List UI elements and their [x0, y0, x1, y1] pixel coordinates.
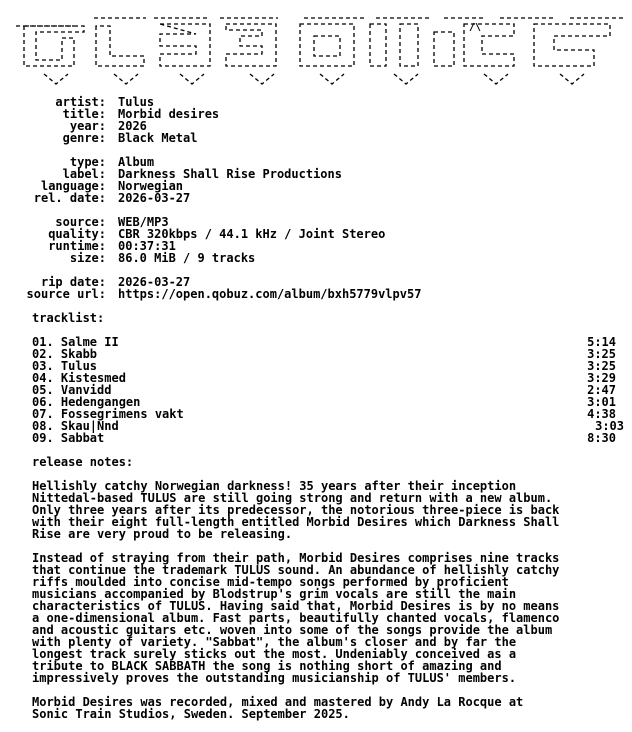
- track-title: 09. Sabbat: [32, 431, 105, 445]
- meta-key: runtime:: [48, 239, 106, 253]
- release-notes-line: that continue the trademark TULUS sound. An abundance of hellishly catchy: [32, 563, 560, 577]
- track-duration: 3:01: [587, 395, 616, 409]
- track-duration: 2:47: [587, 383, 616, 397]
- meta-key: label:: [62, 167, 106, 181]
- track-title: 05. Vanvidd: [32, 383, 112, 397]
- release-notes-line: Rise are very proud to be releasing.: [32, 527, 293, 541]
- meta-key: genre:: [62, 131, 106, 145]
- meta-key: rel. date:: [33, 191, 106, 205]
- track-title: 06. Hedengangen: [32, 395, 141, 409]
- meta-key: rip date:: [40, 275, 106, 289]
- track-duration: 4:38: [587, 407, 616, 421]
- release-notes-line: impressively proves the outstanding musicianship of TULUS' members.: [32, 671, 517, 685]
- meta-row: [0, 288, 632, 300]
- meta-value: Norwegian: [118, 179, 184, 193]
- meta-value: Morbid desires: [118, 107, 220, 121]
- meta-key: quality:: [48, 227, 106, 241]
- meta-value: 2026-03-27: [118, 275, 191, 289]
- meta-value: https://open.qobuz.com/album/bxh5779vlpv57: [118, 287, 422, 301]
- track-title: 04. Kistesmed: [32, 371, 126, 385]
- meta-value: Black Metal: [118, 131, 198, 145]
- meta-key: language:: [40, 179, 106, 193]
- release-notes-line: Morbid Desires was recorded, mixed and mastered by Andy La Rocque at: [32, 695, 524, 709]
- meta-key: source:: [55, 215, 106, 229]
- meta-value: 86.0 MiB / 9 tracks: [118, 251, 256, 265]
- meta-value: CBR 320kbps / 44.1 kHz / Joint Stereo: [118, 227, 386, 241]
- track-duration: 3:03: [595, 419, 624, 433]
- release-notes-line: with plenty of variety. "Sabbat", the album's closer and by far the: [32, 635, 517, 649]
- meta-key: source url:: [26, 287, 106, 301]
- track-title: 01. Salme II: [32, 335, 119, 349]
- track-duration: 5:14: [587, 335, 616, 349]
- track-title: 08. Skau|Nnd: [32, 419, 119, 433]
- track-duration: 3:25: [587, 359, 616, 373]
- meta-row: [0, 252, 632, 264]
- meta-value: 2026: [118, 119, 147, 133]
- release-notes-line: Instead of straying from their path, Morbid Desires comprises nine tracks: [32, 551, 560, 565]
- track-title: 02. Skabb: [32, 347, 98, 361]
- release-notes-line: tribute to BLACK SABBATH the song is nothing short of amazing and: [32, 659, 502, 673]
- meta-value: WEB/MP3: [118, 215, 169, 229]
- release-notes-line: Hellishly catchy Norwegian darkness! 35 years after their inception: [32, 479, 517, 493]
- meta-value: 00:37:31: [118, 239, 176, 253]
- meta-key: artist:: [55, 95, 106, 109]
- track-duration: 3:25: [587, 347, 616, 361]
- meta-row: [0, 192, 632, 204]
- track-title: 03. Tulus: [32, 359, 98, 373]
- meta-value: 2026-03-27: [118, 191, 191, 205]
- release-notes-line: Nittedal-based TULUS are still going strong and return with a new album.: [32, 491, 553, 505]
- release-notes-line: longest track surely sticks out the most. Undeniably conceived as a: [32, 647, 517, 661]
- release-notes-line: musicians accompanied by Blodstrup's grim vocals are still the main: [32, 587, 517, 601]
- track-duration: 8:30: [587, 431, 616, 445]
- meta-key: year:: [69, 119, 106, 133]
- meta-key: size:: [69, 251, 106, 265]
- meta-key: type:: [69, 155, 106, 169]
- meta-value: Tulus: [118, 95, 155, 109]
- meta-value: Album: [118, 155, 155, 169]
- release-notes-line: characteristics of TULUS. Having said that, Morbid Desires is by no means: [32, 599, 560, 613]
- meta-row: [0, 132, 632, 144]
- release-notes-line: and acoustic guitars etc. woven into some of the songs provide the album: [32, 623, 553, 637]
- release-notes-line: a one-dimensional album. Fast parts, beautifully chanted vocals, flamenco: [32, 611, 560, 625]
- track-row: [0, 432, 632, 444]
- release-notes-heading: release notes:: [32, 455, 134, 469]
- tracklist-heading: tracklist:: [32, 311, 105, 325]
- track-duration: 3:29: [587, 371, 616, 385]
- ascii-logo-banner: [14, 10, 626, 86]
- track-title: 07. Fossegrimens vakt: [32, 407, 184, 421]
- release-notes-line: Only three years after its predecessor, the notorious three-piece is back: [32, 503, 560, 517]
- release-notes-line: with their eight full-length entitled Morbid Desires which Darkness Shall: [32, 515, 560, 529]
- release-notes-line: riffs moulded into concise mid-tempo songs performed by proficient: [32, 575, 509, 589]
- meta-value: Darkness Shall Rise Productions: [118, 167, 342, 181]
- release-notes-line: Sonic Train Studios, Sweden. September 2025.: [32, 707, 350, 721]
- svg-text:/\: /\: [469, 22, 482, 33]
- meta-key: title:: [62, 107, 106, 121]
